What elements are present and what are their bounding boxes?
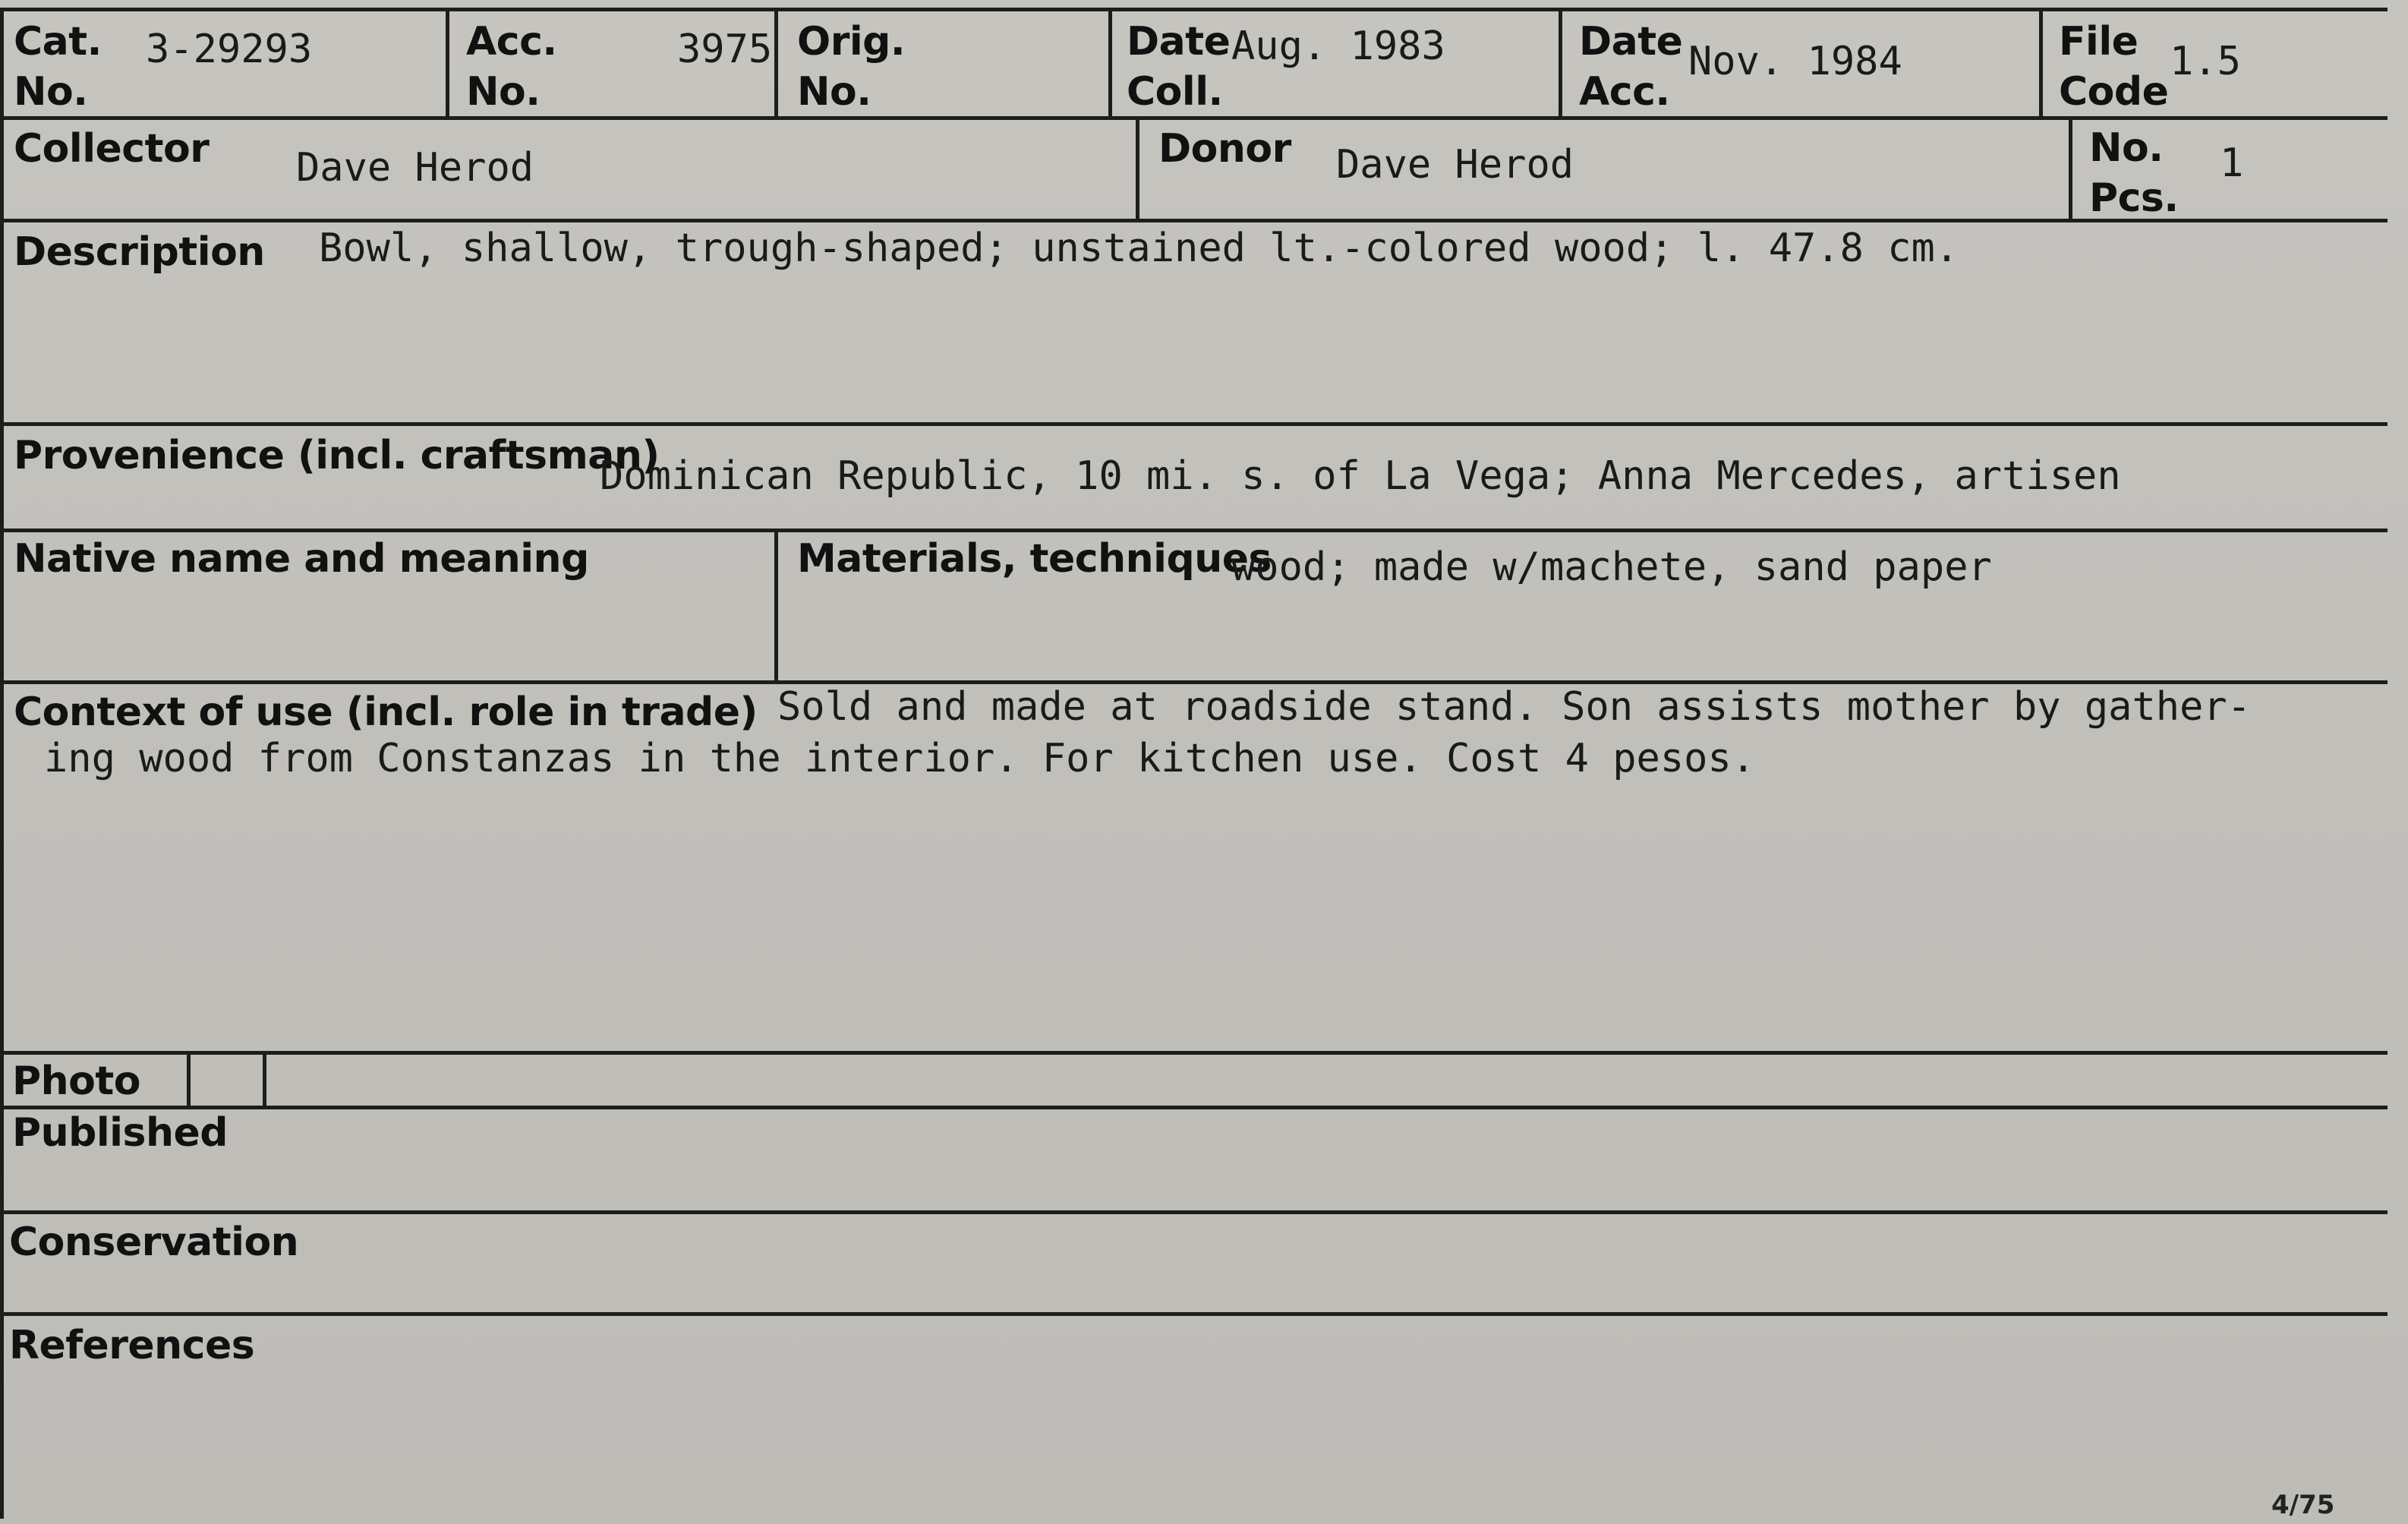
acc-no-label: [466, 17, 557, 117]
acc-no-label-line1: Acc.: [466, 19, 557, 65]
acc-no-value: 3975: [677, 27, 773, 72]
date-coll-label-line1: Date: [1127, 19, 1231, 65]
rule-description-bottom: [0, 422, 2388, 426]
rule-left-edge: [0, 8, 4, 1519]
rule-acc-orig: [774, 8, 778, 120]
rule-datecoll-dateacc: [1559, 8, 1562, 120]
references-label: References: [9, 1323, 255, 1368]
cat-no-value: 3-29293: [146, 27, 313, 72]
rule-donor-pcs: [2069, 116, 2072, 222]
materials-value: wood; made w/machete, sand paper: [1231, 544, 1992, 590]
file-code-value: 1.5: [2170, 39, 2241, 84]
date-acc-value: Nov. 1984: [1688, 39, 1902, 84]
file-code-label-line1: File: [2059, 19, 2139, 65]
rule-native-materials: [774, 529, 778, 684]
conservation-label: Conservation: [9, 1220, 299, 1265]
form-code: 4/75: [2271, 1490, 2335, 1520]
native-name-label: Native name and meaning: [14, 536, 589, 582]
collector-value: Dave Herod: [296, 145, 534, 191]
description-label: Description: [14, 229, 265, 275]
date-acc-label-line1: Date: [1579, 19, 1683, 65]
rule-cat-acc: [446, 8, 449, 120]
rule-conservation-bottom: [0, 1312, 2388, 1316]
rule-published-bottom: [0, 1210, 2388, 1214]
file-code-label: [2059, 17, 2168, 117]
materials-label: Materials, techniques: [797, 536, 1272, 582]
date-coll-label-line2: Coll.: [1127, 69, 1223, 115]
context-label: Context of use (incl. role in trade): [14, 689, 758, 735]
published-label: Published: [12, 1110, 228, 1156]
no-pcs-label-line2: Pcs.: [2089, 175, 2179, 221]
orig-no-label-line1: Orig.: [797, 19, 906, 65]
rule-photo-bottom: [0, 1106, 2388, 1109]
rule-photo-box-2: [263, 1051, 266, 1109]
date-acc-label-line2: Acc.: [1579, 69, 1670, 115]
rule-dateacc-file: [2039, 8, 2043, 120]
donor-value: Dave Herod: [1336, 142, 1574, 188]
cat-no-label: [14, 17, 102, 117]
photo-label: Photo: [12, 1059, 140, 1104]
provenience-label: Provenience (incl. craftsman): [14, 433, 660, 478]
context-value-line1: Sold and made at roadside stand. Son assists mother by gather-: [777, 684, 2252, 730]
provenience-value: Dominican Republic, 10 mi. s. of La Vega; Anna Mercedes, artisen: [600, 453, 2121, 499]
acc-no-label-line2: No.: [466, 69, 541, 115]
description-value: Bowl, shallow, trough-shaped; unstained lt.-colored wood; l. 47.8 cm.: [319, 226, 1959, 271]
rule-collector-bottom: [0, 219, 2388, 222]
orig-no-label: [797, 17, 905, 117]
cat-no-label-line2: No.: [14, 69, 88, 115]
rule-collector-donor: [1136, 116, 1139, 222]
context-value-line2: ing wood from Constanzas in the interior. For kitchen use. Cost 4 pesos.: [44, 736, 1756, 781]
collector-label: Collector: [14, 126, 210, 172]
rule-photo-box-1: [187, 1051, 191, 1109]
cat-no-label-line1: Cat.: [14, 19, 102, 65]
rule-top: [0, 8, 2388, 11]
date-coll-label: [1127, 17, 1230, 117]
no-pcs-label: [2089, 123, 2179, 223]
no-pcs-label-line1: No.: [2089, 125, 2164, 171]
date-coll-value: Aug. 1983: [1231, 24, 1445, 69]
rule-context-bottom: [0, 1051, 2388, 1055]
orig-no-label-line2: No.: [797, 69, 871, 115]
date-acc-label: [1579, 17, 1682, 117]
rule-provenience-bottom: [0, 529, 2388, 532]
file-code-label-line2: Code: [2059, 69, 2169, 115]
no-pcs-value: 1: [2220, 140, 2244, 186]
donor-label: Donor: [1158, 126, 1291, 172]
rule-orig-date: [1108, 8, 1112, 120]
